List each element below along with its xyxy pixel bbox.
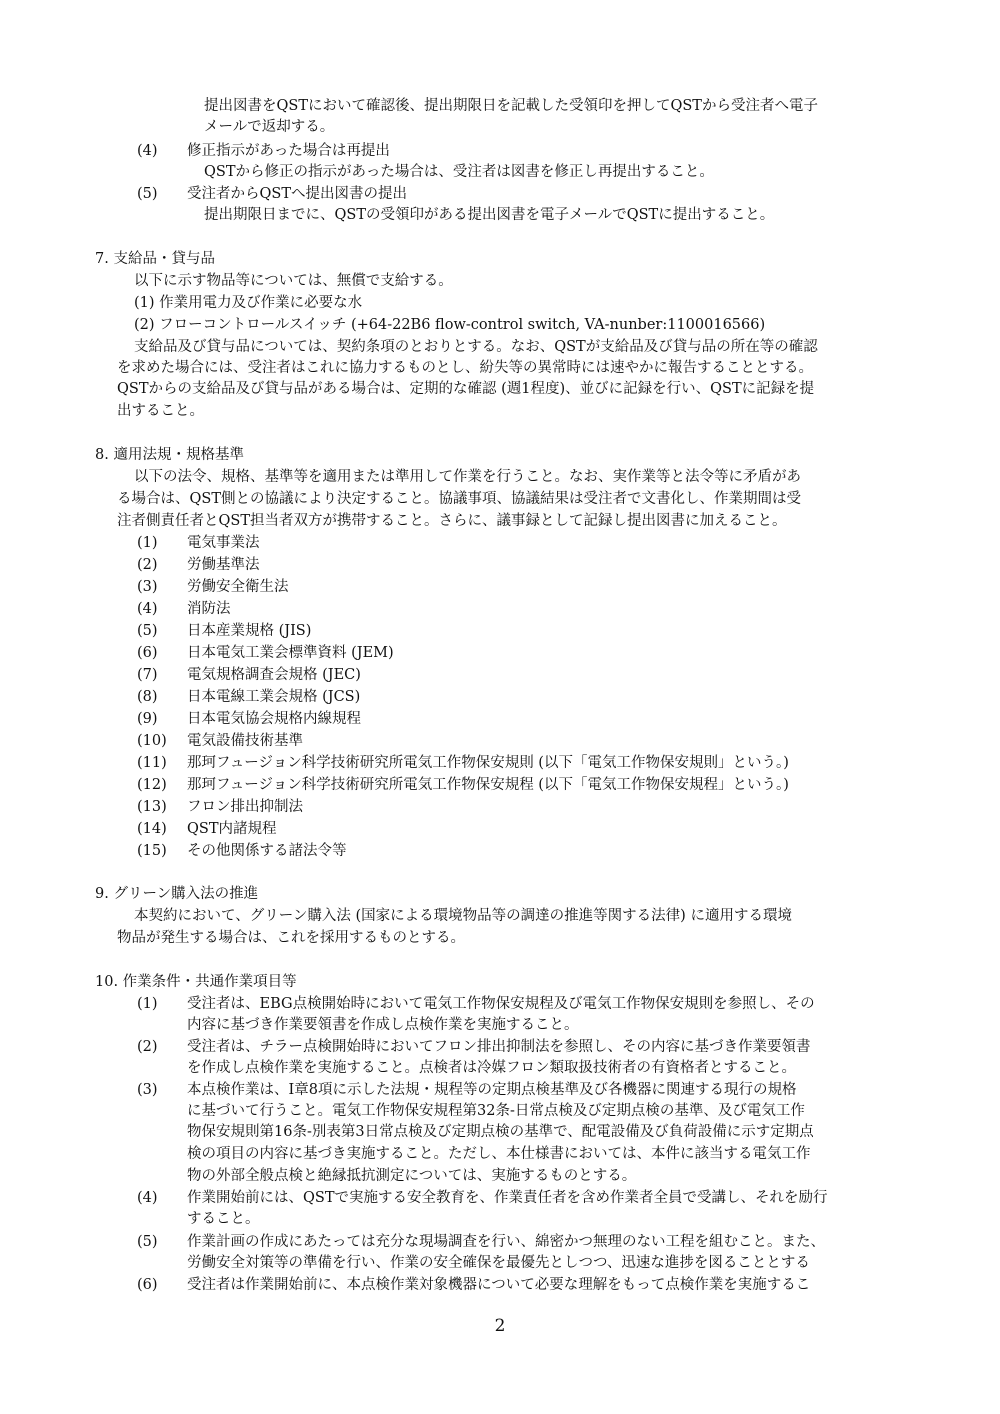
body-text: に基づいて行うこと。電気工作物保安規程第32条-日常点検及び定期点検の基準、及び電気工作 (187, 1103, 805, 1119)
list-item: 日本産業規格 (JIS) (187, 623, 312, 639)
item-number: (1) (137, 535, 158, 551)
list-item: フロン排出抑制法 (187, 799, 303, 815)
item-title: 修正指示があった場合は再提出 (187, 143, 390, 159)
list-item: 電気設備技術基準 (187, 733, 303, 749)
list-item: その他関係する諸法令等 (187, 843, 347, 859)
item-number: (9) (137, 711, 158, 727)
body-text: 提出期限日までに、QSTの受領印がある提出図書を電子メールでQSTに提出すること。 (204, 207, 775, 223)
list-item: QST内諸規程 (187, 821, 277, 837)
list-item: 労働基準法 (187, 557, 260, 573)
item-number: (3) (137, 579, 158, 595)
list-item: 労働安全衛生法 (187, 579, 289, 595)
page-number: 2 (494, 1316, 506, 1336)
body-text: 注者側責任者とQST担当者双方が携帯すること。さらに、議事録として記録し提出図書に加えること。 (117, 513, 787, 529)
body-text: 提出図書をQSTにおいて確認後、提出期限日を記載した受領印を押してQSTから受注者へ電子 (204, 98, 818, 114)
list-item: 那珂フュージョン科学技術研究所電気工作物保安規程 (以下「電気工作物保安規程」という。) (187, 777, 789, 793)
item-number: (10) (137, 733, 167, 749)
body-text: 受注者は、EBG点検開始時において電気工作物保安規程及び電気工作物保安規則を参照し、その (187, 996, 815, 1012)
list-item: (2) フローコントロールスイッチ (+64-22B6 flow-control switch, VA-nunber:1100016566) (134, 317, 766, 333)
body-text: 作業開始前には、QSTで実施する安全教育を、作業責任者を含め作業者全員で受講し、それを励行 (187, 1190, 828, 1206)
item-number: (14) (137, 821, 167, 837)
list-item: 消防法 (187, 601, 231, 617)
list-item: 日本電気工業会標準資料 (JEM) (187, 645, 394, 661)
item-number: (5) (137, 1234, 158, 1250)
item-number: (1) (137, 996, 158, 1012)
item-number: (7) (137, 667, 158, 683)
body-text: 以下に示す物品等については、無償で支給する。 (134, 273, 453, 289)
body-text: 労働安全対策等の準備を行い、作業の安全確保を最優先としつつ、迅速な進捗を図ることとする (187, 1255, 810, 1271)
item-number: (6) (137, 645, 158, 661)
item-number: (6) (137, 1277, 158, 1293)
body-text: 出すること。 (117, 403, 204, 419)
item-number: (4) (137, 1190, 158, 1206)
section-heading: 7. 支給品・貸与品 (95, 251, 215, 267)
list-item: 日本電気協会規格内線規程 (187, 711, 361, 727)
item-number: (2) (137, 1039, 158, 1055)
item-number: (8) (137, 689, 158, 705)
body-text: 受注者は作業開始前に、本点検作業対象機器について必要な理解をもって点検作業を実施するこ (187, 1277, 811, 1293)
item-title: 受注者からQSTへ提出図書の提出 (187, 186, 407, 202)
item-number: (12) (137, 777, 167, 793)
item-number: (3) (137, 1082, 158, 1098)
body-text: 本点検作業は、Ⅰ章8項に示した法規・規程等の定期点検基準及び各機器に関連する現行の規格 (187, 1082, 797, 1098)
item-number: (11) (137, 755, 167, 771)
body-text: QSTからの支給品及び貸与品がある場合は、定期的な確認 (週1程度)、並びに記録を行い、QSTに記録を提 (117, 381, 815, 397)
body-text: を作成し点検作業を実施すること。点検者は冷媒フロン類取扱技術者の有資格者とすること。 (187, 1060, 796, 1076)
body-text: 支給品及び貸与品については、契約条項のとおりとする。なお、QSTが支給品及び貸与品の所在等の確認 (134, 339, 818, 355)
body-text: 以下の法令、規格、基準等を適用または準用して作業を行うこと。なお、実作業等と法令等に矛盾があ (134, 469, 801, 485)
list-item: 電気規格調査会規格 (JEC) (187, 667, 361, 683)
list-item: 電気事業法 (187, 535, 260, 551)
body-text: 内容に基づき作業要領書を作成し点検作業を実施すること。 (187, 1017, 579, 1033)
item-number: (15) (137, 843, 167, 859)
item-number: (4) (137, 601, 158, 617)
body-text: 作業計画の作成にあたっては充分な現場調査を行い、綿密かつ無理のない工程を組むこと。また、 (187, 1234, 825, 1250)
item-number: (2) (137, 557, 158, 573)
item-number: (4) (137, 143, 158, 159)
body-text: QSTから修正の指示があった場合は、受注者は図書を修正し再提出すること。 (204, 164, 714, 180)
list-item: 日本電線工業会規格 (JCS) (187, 689, 361, 705)
body-text: 検の項目の内容に基づき実施すること。ただし、本仕様書においては、本件に該当する電気工作 (187, 1146, 811, 1162)
body-text: 物の外部全般点検と絶縁抵抗測定については、実施するものとする。 (187, 1168, 637, 1184)
body-text: すること。 (187, 1211, 260, 1227)
body-text: 受注者は、チラー点検開始時においてフロン排出抑制法を参照し、その内容に基づき作業要領書 (187, 1039, 811, 1055)
body-text: る場合は、QST側との協議により決定すること。協議事項、協議結果は受注者で文書化し、作業期間は受 (117, 491, 801, 507)
body-text: 本契約において、グリーン購入法 (国家による環境物品等の調達の推進等関する法律) に適用する環境 (134, 908, 792, 924)
item-number: (5) (137, 186, 158, 202)
section-heading: 9. グリーン購入法の推進 (95, 886, 259, 902)
section-heading: 8. 適用法規・規格基準 (95, 447, 244, 463)
body-text: を求めた場合には、受注者はこれに協力するものとし、紛失等の異常時には速やかに報告することとする。 (117, 360, 813, 376)
item-number: (13) (137, 799, 167, 815)
list-item: 那珂フュージョン科学技術研究所電気工作物保安規則 (以下「電気工作物保安規則」という。) (187, 755, 789, 771)
section-heading: 10. 作業条件・共通作業項目等 (95, 974, 297, 990)
item-number: (5) (137, 623, 158, 639)
list-item: (1) 作業用電力及び作業に必要な水 (134, 295, 363, 311)
body-text: メールで返却する。 (204, 119, 335, 135)
body-text: 物保安規則第16条-別表第3日常点検及び定期点検の基準で、配電設備及び負荷設備に示す定期点 (187, 1124, 814, 1140)
body-text: 物品が発生する場合は、これを採用するものとする。 (117, 930, 465, 946)
